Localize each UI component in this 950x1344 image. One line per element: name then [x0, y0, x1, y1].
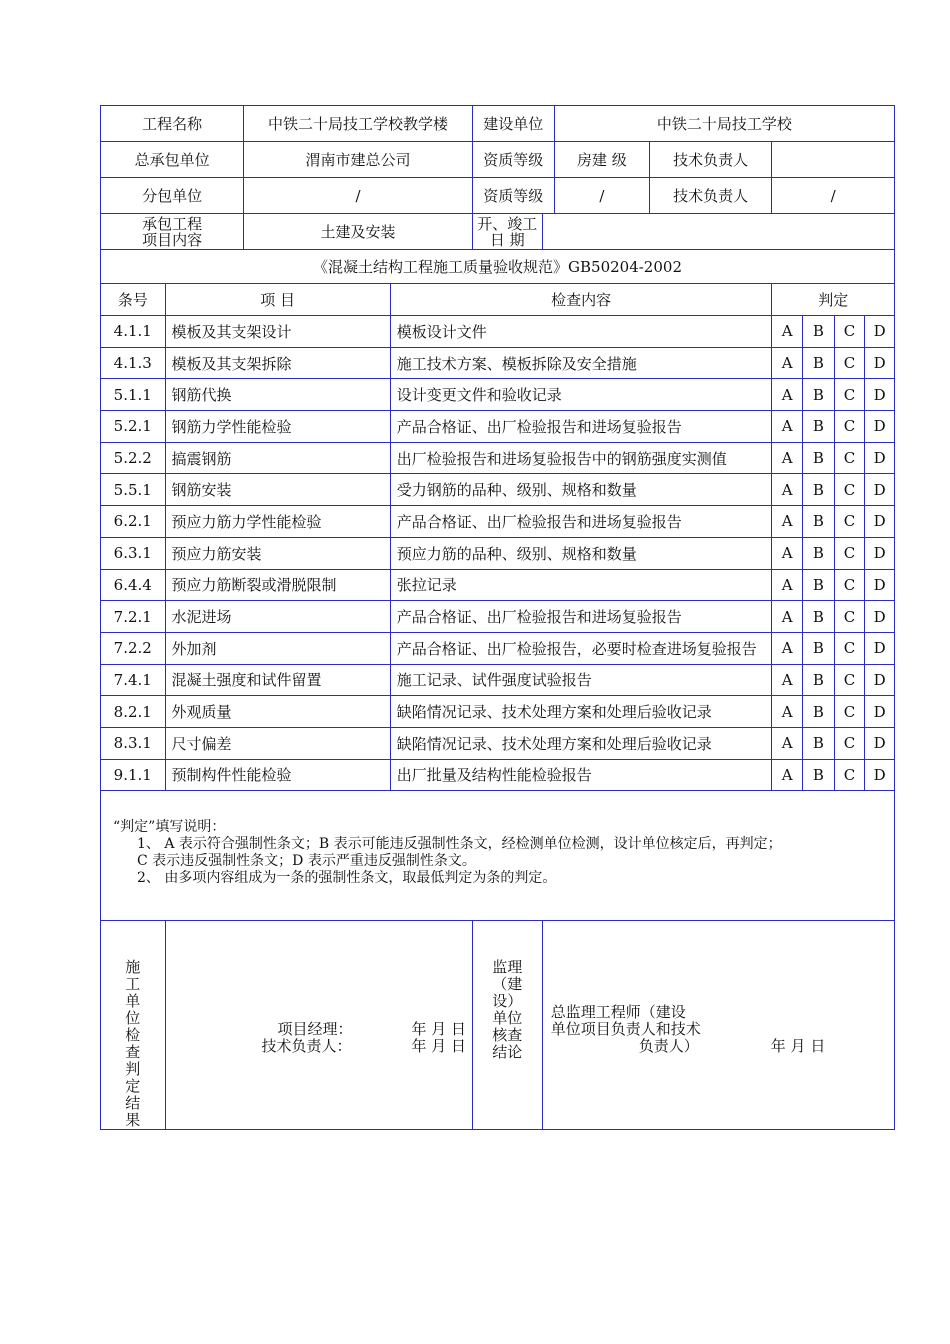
content-cell: 产品合格证、出厂检验报告和进场复验报告	[390, 506, 772, 538]
grade-a-option[interactable]: A	[772, 442, 803, 474]
table-row	[101, 411, 895, 443]
grade-b-option[interactable]: B	[803, 316, 835, 348]
grade-c-option[interactable]: C	[834, 442, 865, 474]
table-row	[101, 632, 895, 664]
sub-qualification-value: /	[554, 178, 649, 214]
pm-date: 年 月 日	[411, 1020, 467, 1039]
grade-c-option[interactable]: C	[834, 601, 865, 633]
content-cell: 产品合格证、出厂检验报告和进场复验报告	[390, 411, 772, 443]
dates-label-line1: 开、竣工	[477, 214, 538, 233]
general-qualification-value: 房建 级	[554, 142, 649, 178]
content-cell: 出厂检验报告和进场复验报告中的钢筋强度实测值	[390, 442, 772, 474]
grade-a-option[interactable]: A	[772, 632, 803, 664]
item-cell: 外加剂	[165, 632, 390, 664]
grade-a-option[interactable]: A	[772, 474, 803, 506]
item-cell: 混凝土强度和试件留置	[165, 664, 390, 696]
grade-b-option[interactable]: B	[803, 442, 835, 474]
grade-c-option[interactable]: C	[834, 411, 865, 443]
chief-line3: 负责人）	[638, 1037, 699, 1056]
chief-line2: 单位项目负责人和技术	[550, 1020, 701, 1039]
grade-d-option[interactable]: D	[865, 316, 895, 348]
table-row	[101, 664, 895, 696]
grade-a-option[interactable]: A	[772, 664, 803, 696]
clause-cell: 4.1.1	[101, 316, 166, 348]
tech-label: 技术负责人：	[261, 1037, 352, 1056]
table-row	[101, 379, 895, 411]
sub-qualification-label: 资质等级	[472, 178, 554, 214]
table-row	[101, 474, 895, 506]
grade-b-option[interactable]: B	[803, 569, 835, 601]
clause-cell: 8.3.1	[101, 727, 166, 759]
grade-a-option[interactable]: A	[772, 601, 803, 633]
content-cell: 设计变更文件和验收记录	[390, 379, 772, 411]
grade-a-option[interactable]: A	[772, 411, 803, 443]
grade-d-option[interactable]: D	[865, 474, 895, 506]
item-cell: 预应力筋安装	[165, 537, 390, 569]
clause-cell: 7.4.1	[101, 664, 166, 696]
content-cell: 模板设计文件	[390, 316, 772, 348]
notes	[101, 791, 895, 921]
item-cell: 钢筋力学性能检验	[165, 411, 390, 443]
grade-b-option[interactable]: B	[803, 664, 835, 696]
notes-row	[101, 791, 895, 921]
grade-b-option[interactable]: B	[803, 727, 835, 759]
grade-d-option[interactable]: D	[865, 411, 895, 443]
subcontractor-row	[101, 178, 895, 214]
grade-a-option[interactable]: A	[772, 569, 803, 601]
grade-a-option[interactable]: A	[772, 506, 803, 538]
clause-cell: 7.2.1	[101, 601, 166, 633]
item-cell: 预制构件性能检验	[165, 759, 390, 791]
grade-a-option[interactable]: A	[772, 727, 803, 759]
content-cell: 产品合格证、出厂检验报告，必要时检查进场复验报告	[390, 632, 772, 664]
clause-cell: 9.1.1	[101, 759, 166, 791]
supervision-signoff	[542, 921, 894, 1130]
grade-c-option[interactable]: C	[834, 379, 865, 411]
grade-d-option[interactable]: D	[865, 632, 895, 664]
tech-lead-label: 技术负责人	[649, 142, 771, 178]
grade-b-option[interactable]: B	[803, 474, 835, 506]
column-header-row	[101, 284, 895, 316]
content-cell: 受力钢筋的品种、级别、规格和数量	[390, 474, 772, 506]
grade-c-option[interactable]: C	[834, 316, 865, 348]
grade-c-option[interactable]: C	[834, 696, 865, 728]
subcontractor-label: 分包单位	[101, 178, 244, 214]
clause-cell: 8.2.1	[101, 696, 166, 728]
item-cell: 外观质量	[165, 696, 390, 728]
grade-b-option[interactable]: B	[803, 632, 835, 664]
item-cell: 模板及其支架设计	[165, 316, 390, 348]
dates-label-line2: 日 期	[489, 230, 525, 249]
grade-d-option[interactable]: D	[865, 569, 895, 601]
chief-line1: 总监理工程师（建设	[550, 1003, 686, 1022]
clause-cell: 7.2.2	[101, 632, 166, 664]
tech-date: 年 月 日	[411, 1037, 467, 1056]
project-row	[101, 106, 895, 142]
table-row	[101, 347, 895, 379]
table-row	[101, 316, 895, 348]
grade-a-option[interactable]: A	[772, 537, 803, 569]
construction-signoff	[165, 921, 472, 1130]
grade-c-option[interactable]: C	[834, 537, 865, 569]
pm-label: 项目经理：	[277, 1020, 353, 1039]
sub-tech-lead-label: 技术负责人	[649, 178, 771, 214]
content-cell: 施工记录、试件强度试验报告	[390, 664, 772, 696]
general-contractor-label: 总承包单位	[101, 142, 244, 178]
scope-label	[101, 214, 244, 250]
clause-cell: 5.1.1	[101, 379, 166, 411]
scope-value: 土建及安装	[244, 214, 473, 250]
notes-line2: 2、 由多项内容组成为一条的强制性条文，取最低判定为条的判定。	[137, 870, 557, 887]
notes-line1: 1、 A 表示符合强制性条文；B 表示可能违反强制性条文，经检测单位检测，设计单位核定后，再判定；	[137, 836, 782, 853]
grade-b-option[interactable]: B	[803, 601, 835, 633]
inspection-form	[100, 105, 895, 1130]
item-cell: 预应力筋断裂或滑脱限制	[165, 569, 390, 601]
grade-a-option[interactable]: A	[772, 316, 803, 348]
chief-date: 年 月 日	[770, 1037, 826, 1056]
grade-a-option[interactable]: A	[772, 347, 803, 379]
general-contractor-row	[101, 142, 895, 178]
client-value: 中铁二十局技工学校	[554, 106, 894, 142]
clause-cell: 5.2.1	[101, 411, 166, 443]
standard-row	[101, 250, 895, 284]
grade-c-option[interactable]: C	[834, 632, 865, 664]
grade-b-option[interactable]: B	[803, 759, 835, 791]
project-name-label: 工程名称	[101, 106, 244, 142]
grade-d-option[interactable]: D	[865, 727, 895, 759]
grade-c-option[interactable]: C	[834, 474, 865, 506]
grade-d-option[interactable]: D	[865, 537, 895, 569]
content-cell: 产品合格证、出厂检验报告和进场复验报告	[390, 601, 772, 633]
item-cell: 水泥进场	[165, 601, 390, 633]
content-cell: 施工技术方案、模板拆除及安全措施	[390, 347, 772, 379]
project-name-value: 中铁二十局技工学校教学楼	[244, 106, 473, 142]
grade-c-option[interactable]: C	[834, 506, 865, 538]
notes-line1b: C 表示违反强制性条文；D 表示严重违反强制性条文。	[137, 853, 476, 870]
content-cell: 出厂批量及结构性能检验报告	[390, 759, 772, 791]
item-cell: 模板及其支架拆除	[165, 347, 390, 379]
item-cell: 预应力筋力学性能检验	[165, 506, 390, 538]
grade-d-option[interactable]: D	[865, 347, 895, 379]
clause-cell: 6.2.1	[101, 506, 166, 538]
item-cell: 尺寸偏差	[165, 727, 390, 759]
grade-c-option[interactable]: C	[834, 569, 865, 601]
client-label: 建设单位	[472, 106, 554, 142]
table-row	[101, 537, 895, 569]
grade-b-option[interactable]: B	[803, 696, 835, 728]
grade-d-option[interactable]: D	[865, 442, 895, 474]
grade-c-option[interactable]: C	[834, 727, 865, 759]
inspection-rows	[101, 316, 895, 791]
scope-label-line1: 承包工程	[142, 214, 203, 233]
grade-d-option[interactable]: D	[865, 664, 895, 696]
grade-c-option[interactable]: C	[834, 759, 865, 791]
clause-cell: 6.3.1	[101, 537, 166, 569]
supervision-label: 监理（建设）单位核查结论	[472, 921, 542, 1130]
dates-label	[472, 214, 542, 250]
table-row	[101, 506, 895, 538]
grade-b-option[interactable]: B	[803, 411, 835, 443]
content-cell: 缺陷情况记录、技术处理方案和处理后验收记录	[390, 696, 772, 728]
grade-b-option[interactable]: B	[803, 506, 835, 538]
grade-a-option[interactable]: A	[772, 379, 803, 411]
table-row	[101, 727, 895, 759]
sub-tech-lead-value: /	[772, 178, 895, 214]
grade-d-option[interactable]: D	[865, 759, 895, 791]
grade-b-option[interactable]: B	[803, 347, 835, 379]
item-cell: 钢筋安装	[165, 474, 390, 506]
judgment-header: 判定	[772, 284, 895, 316]
scope-row	[101, 214, 895, 250]
notes-title: “判定”填写说明：	[113, 819, 226, 836]
clause-cell: 4.1.3	[101, 347, 166, 379]
subcontractor-value: /	[244, 178, 473, 214]
grade-b-option[interactable]: B	[803, 379, 835, 411]
item-cell: 钢筋代换	[165, 379, 390, 411]
table-row	[101, 601, 895, 633]
content-cell: 缺陷情况记录、技术处理方案和处理后验收记录	[390, 727, 772, 759]
content-header: 检查内容	[390, 284, 772, 316]
grade-a-option[interactable]: A	[772, 696, 803, 728]
grade-d-option[interactable]: D	[865, 696, 895, 728]
table-row	[101, 759, 895, 791]
form-table	[100, 105, 895, 1130]
grade-a-option[interactable]: A	[772, 759, 803, 791]
signoff-row	[101, 921, 895, 1130]
table-row	[101, 569, 895, 601]
standard-title: 《混凝土结构工程施工质量验收规范》GB50204-2002	[101, 250, 895, 284]
clause-cell: 5.2.2	[101, 442, 166, 474]
grade-d-option[interactable]: D	[865, 601, 895, 633]
grade-c-option[interactable]: C	[834, 347, 865, 379]
table-row	[101, 696, 895, 728]
item-header: 项 目	[165, 284, 390, 316]
scope-label-line2: 项目内容	[142, 230, 203, 249]
grade-b-option[interactable]: B	[803, 537, 835, 569]
general-tech-lead-value	[772, 142, 895, 178]
qualification-label: 资质等级	[472, 142, 554, 178]
general-contractor-value: 渭南市建总公司	[244, 142, 473, 178]
clause-cell: 5.5.1	[101, 474, 166, 506]
clause-header: 条号	[101, 284, 166, 316]
dates-value	[542, 214, 894, 250]
construction-label: 施工单位检查判定结果	[101, 921, 166, 1130]
grade-d-option[interactable]: D	[865, 379, 895, 411]
grade-c-option[interactable]: C	[834, 664, 865, 696]
clause-cell: 6.4.4	[101, 569, 166, 601]
content-cell: 张拉记录	[390, 569, 772, 601]
content-cell: 预应力筋的品种、级别、规格和数量	[390, 537, 772, 569]
item-cell: 搞震钢筋	[165, 442, 390, 474]
grade-d-option[interactable]: D	[865, 506, 895, 538]
table-row	[101, 442, 895, 474]
